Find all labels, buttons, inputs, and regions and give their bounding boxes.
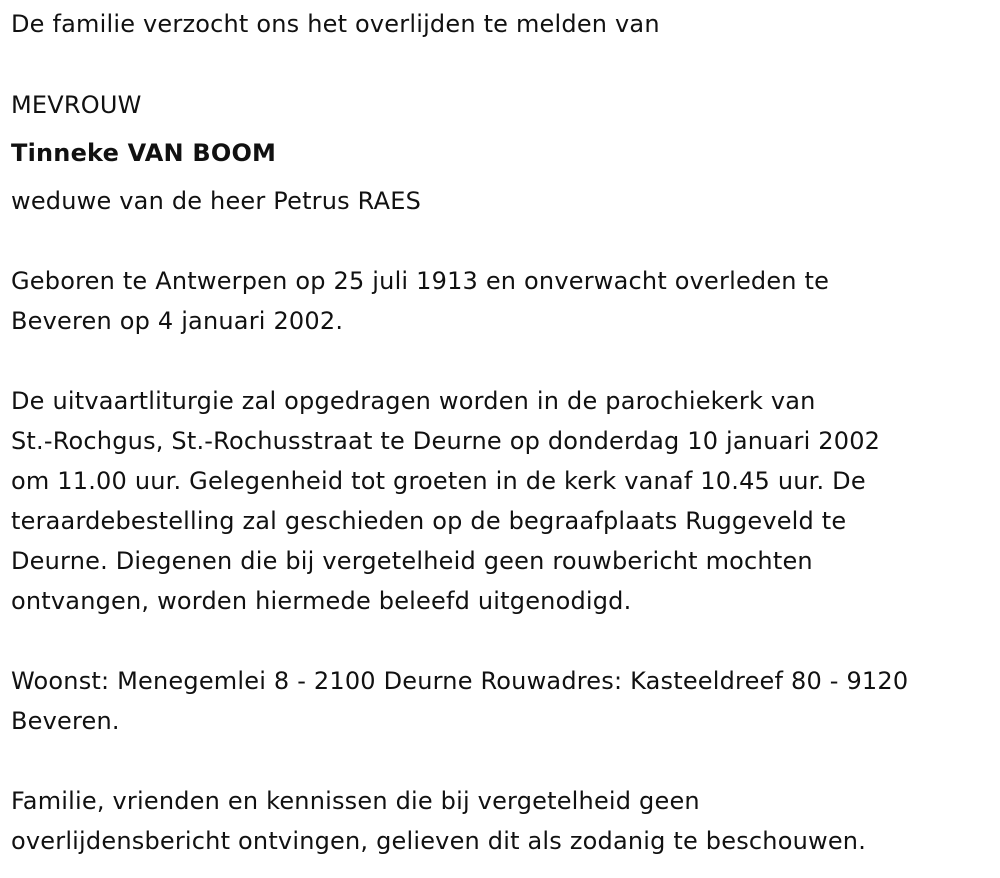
funeral-line: teraardebestelling zal geschieden op de begraafplaats Ruggeveld te [11,507,847,535]
intro-text: De familie verzocht ons het overlijden te melden van [11,10,660,38]
funeral-line: De uitvaartliturgie zal opgedragen worden in de parochiekerk van [11,387,816,415]
funeral-line: Deurne. Diegenen die bij vergetelheid geen rouwbericht mochten [11,547,813,575]
deceased-name: Tinneke VAN BOOM [11,139,277,167]
address-line: Woonst: Menegemlei 8 - 2100 Deurne Rouwadres: Kasteeldreef 80 - 9120 [11,667,909,695]
birth-death-line: Geboren te Antwerpen op 25 juli 1913 en onverwacht overleden te [11,267,830,295]
relation-text: weduwe van de heer Petrus RAES [11,187,422,215]
birth-death-line: Beveren op 4 januari 2002. [11,307,344,335]
closing-line: Familie, vrienden en kennissen die bij vergetelheid geen [11,787,700,815]
funeral-line: om 11.00 uur. Gelegenheid tot groeten in de kerk vanaf 10.45 uur. De [11,467,866,495]
closing-line: overlijdensbericht ontvingen, gelieven dit als zodanig te beschouwen. [11,827,867,855]
honorific: MEVROUW [11,91,142,119]
funeral-line: ontvangen, worden hiermede beleefd uitgenodigd. [11,587,632,615]
address-line: Beveren. [11,707,120,735]
funeral-line: St.-Rochgus, St.-Rochusstraat te Deurne op donderdag 10 januari 2002 [11,427,881,455]
